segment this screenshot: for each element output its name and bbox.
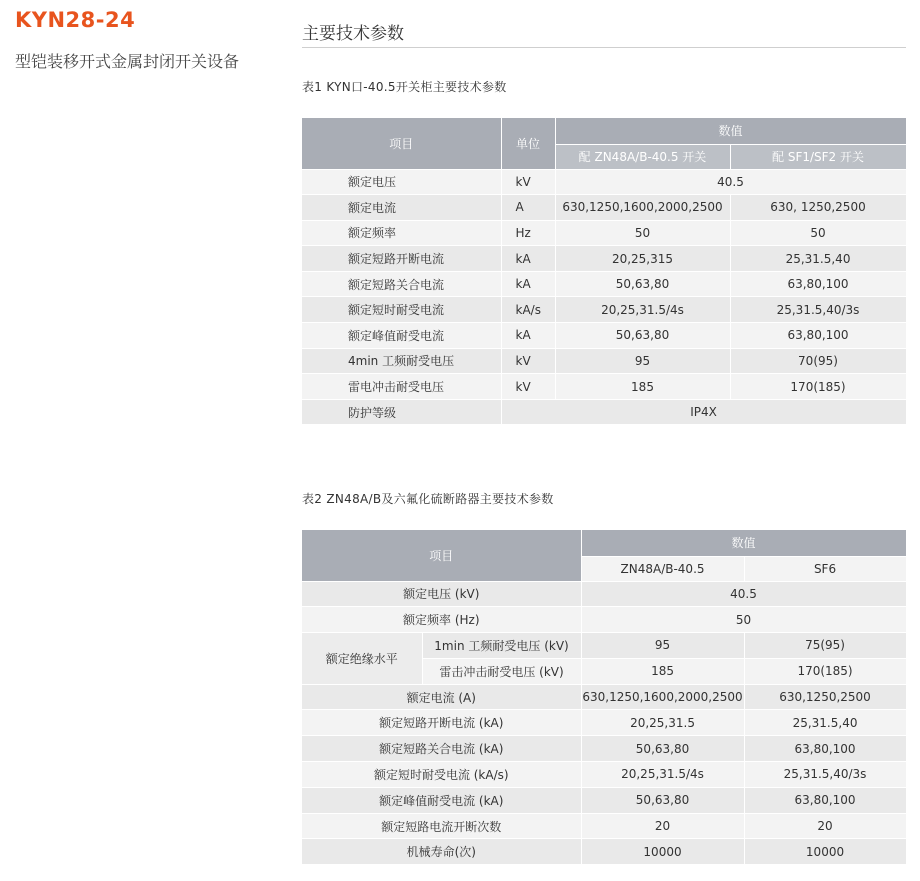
param-value-b: 20 <box>744 813 906 839</box>
param-unit: kV <box>501 374 555 400</box>
table-row <box>302 169 906 195</box>
param-name: 机械寿命(次) <box>302 839 581 865</box>
table-row <box>302 399 906 425</box>
param-value-b: 70(95) <box>730 348 906 374</box>
param-unit: kA <box>501 246 555 272</box>
param-value-a: 10000 <box>581 839 744 865</box>
param-value-a: 95 <box>555 348 730 374</box>
table-row <box>302 195 906 221</box>
param-name: 额定频率 <box>302 220 501 246</box>
param-name: 额定电流 (A) <box>302 684 581 710</box>
param-name: 额定短时耐受电流 (kA/s) <box>302 762 581 788</box>
param-value-b: 63,80,100 <box>730 271 906 297</box>
table-row <box>302 684 906 710</box>
param-name: 额定电流 <box>302 195 501 221</box>
param-name: 额定电压 (kV) <box>302 581 581 607</box>
param-value-a: 20,25,31.5 <box>581 710 744 736</box>
param-unit: A <box>501 195 555 221</box>
table-row <box>302 813 906 839</box>
param-name: 雷电冲击耐受电压 <box>302 374 501 400</box>
param-value: 50 <box>581 607 906 633</box>
param-value-b: 63,80,100 <box>744 736 906 762</box>
param-name: 额定短路关合电流 <box>302 271 501 297</box>
param-value: 40.5 <box>555 169 906 195</box>
table-row <box>302 323 906 349</box>
param-value-b: 630, 1250,2500 <box>730 195 906 221</box>
table-row <box>302 839 906 865</box>
param-value-a: 95 <box>581 633 744 659</box>
table1-header-value: 数值 <box>555 118 906 144</box>
table2 <box>302 530 907 865</box>
table-row <box>302 374 906 400</box>
section-divider <box>302 47 906 48</box>
table1-header-item: 项目 <box>302 118 501 169</box>
param-group: 额定绝缘水平 <box>302 633 422 685</box>
param-name: 防护等级 <box>302 399 501 425</box>
param-value-b: 25,31.5,40/3s <box>744 762 906 788</box>
product-subtitle: 型铠装移开式金属封闭开关设备 <box>15 52 240 71</box>
table-row <box>302 271 906 297</box>
param-value-a: 50,63,80 <box>555 271 730 297</box>
param-value-a: 50,63,80 <box>581 787 744 813</box>
param-name: 雷击冲击耐受电压 (kV) <box>422 658 581 684</box>
param-value-a: 185 <box>581 658 744 684</box>
param-unit: kA <box>501 271 555 297</box>
param-value-b: 25,31.5,40/3s <box>730 297 906 323</box>
table-row <box>302 736 906 762</box>
table-row <box>302 246 906 272</box>
param-value-b: 63,80,100 <box>744 787 906 813</box>
table1 <box>302 118 907 425</box>
param-value-b: 50 <box>730 220 906 246</box>
param-value-a: 630,1250,1600,2000,2500 <box>581 684 744 710</box>
param-name: 额定短路开断电流 <box>302 246 501 272</box>
param-value-b: 25,31.5,40 <box>744 710 906 736</box>
param-name: 额定峰值耐受电流 (kA) <box>302 787 581 813</box>
param-name: 额定短时耐受电流 <box>302 297 501 323</box>
product-title: KYN28-24 <box>15 8 136 32</box>
param-name: 额定短路开断电流 (kA) <box>302 710 581 736</box>
param-value-b: 10000 <box>744 839 906 865</box>
param-value-a: 20,25,31.5/4s <box>555 297 730 323</box>
param-value-b: 170(185) <box>730 374 906 400</box>
param-name: 额定频率 (Hz) <box>302 607 581 633</box>
param-value-a: 630,1250,1600,2000,2500 <box>555 195 730 221</box>
table2-header-col-a: ZN48A/B-40.5 <box>581 556 744 581</box>
table-row <box>302 348 906 374</box>
table-row <box>302 787 906 813</box>
table-row <box>302 581 906 607</box>
table1-header-col-a: 配 ZN48A/B-40.5 开关 <box>555 144 730 169</box>
param-unit: kA <box>501 323 555 349</box>
param-name: 额定短路电流开断次数 <box>302 813 581 839</box>
param-unit: kA/s <box>501 297 555 323</box>
table1-caption: 表1 KYN口-40.5开关柜主要技术参数 <box>302 80 507 94</box>
table2-caption: 表2 ZN48A/B及六氟化硫断路器主要技术参数 <box>302 492 554 506</box>
table1-header-unit: 单位 <box>501 118 555 169</box>
param-name: 额定短路关合电流 (kA) <box>302 736 581 762</box>
table2-header-item: 项目 <box>302 530 581 581</box>
param-name: 1min 工频耐受电压 (kV) <box>422 633 581 659</box>
param-value-b: 63,80,100 <box>730 323 906 349</box>
param-name: 额定峰值耐受电流 <box>302 323 501 349</box>
table1-header-col-b: 配 SF1/SF2 开关 <box>730 144 906 169</box>
param-unit: kV <box>501 348 555 374</box>
param-value-a: 20,25,315 <box>555 246 730 272</box>
table2-header-value: 数值 <box>581 530 906 556</box>
param-value-b: 75(95) <box>744 633 906 659</box>
param-value-a: 185 <box>555 374 730 400</box>
table-row <box>302 762 906 788</box>
param-value: 40.5 <box>581 581 906 607</box>
param-name: 4min 工频耐受电压 <box>302 348 501 374</box>
param-value-a: 50 <box>555 220 730 246</box>
param-value-a: 50,63,80 <box>555 323 730 349</box>
param-name: 额定电压 <box>302 169 501 195</box>
section-heading: 主要技术参数 <box>302 24 404 44</box>
param-value-a: 20,25,31.5/4s <box>581 762 744 788</box>
table-row <box>302 633 906 659</box>
param-unit: kV <box>501 169 555 195</box>
table-row <box>302 220 906 246</box>
param-value-a: 20 <box>581 813 744 839</box>
param-unit: Hz <box>501 220 555 246</box>
param-value-b: 25,31.5,40 <box>730 246 906 272</box>
param-value-b: 170(185) <box>744 658 906 684</box>
param-value-b: 630,1250,2500 <box>744 684 906 710</box>
table-row <box>302 297 906 323</box>
param-value-a: 50,63,80 <box>581 736 744 762</box>
param-value: IP4X <box>501 399 906 425</box>
table2-header-col-b: SF6 <box>744 556 906 581</box>
table-row <box>302 607 906 633</box>
table-row <box>302 710 906 736</box>
